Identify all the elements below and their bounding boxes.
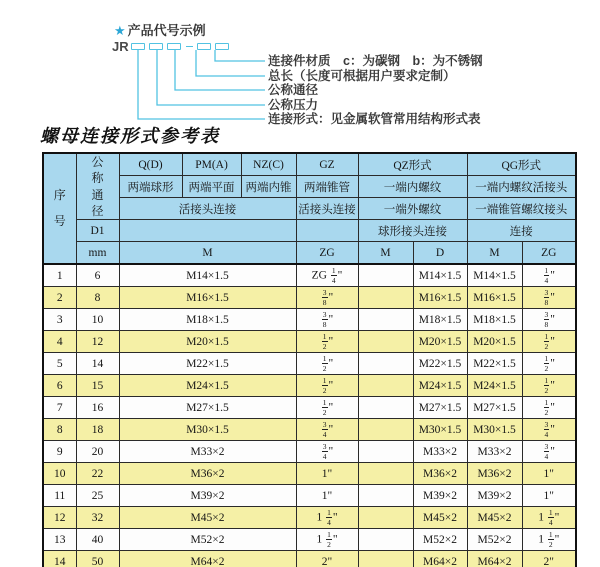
header-m-union: M <box>119 242 296 265</box>
cell-dn: 15 <box>76 375 119 397</box>
header-d-qz: D <box>413 242 467 265</box>
cell-gz: 1" <box>296 463 358 485</box>
cell-seq: 11 <box>43 485 76 507</box>
cell-qg_m: M24×1.5 <box>467 375 522 397</box>
cell-dn: 14 <box>76 353 119 375</box>
table-row <box>43 507 576 529</box>
cell-gz: $\frac{3}{8}$ " <box>296 309 358 331</box>
code-box-3 <box>167 43 181 50</box>
cell-qz_m <box>358 529 413 551</box>
cell-m: M22×1.5 <box>119 353 296 375</box>
cell-qg_m: M14×1.5 <box>467 264 522 287</box>
cell-gz: 1 $\frac{1}{4}$ " <box>296 507 358 529</box>
code-box-1 <box>131 43 145 50</box>
header-row-1 <box>43 153 576 176</box>
cell-qg_m: M30×1.5 <box>467 419 522 441</box>
cell-qz_d: M24×1.5 <box>413 375 467 397</box>
header-desc-gz: 两端锥管 <box>296 176 358 198</box>
cell-qz_m <box>358 485 413 507</box>
callout-labels <box>268 54 483 127</box>
cell-dn: 16 <box>76 397 119 419</box>
cell-m: M18×1.5 <box>119 309 296 331</box>
cell-gz: 1 $\frac{1}{2}$ " <box>296 529 358 551</box>
table-row <box>43 551 576 567</box>
cell-qg_zg: $\frac{3}{8}$ " <box>522 287 576 309</box>
cell-dn: 6 <box>76 264 119 287</box>
cell-qz_m <box>358 309 413 331</box>
cell-seq: 1 <box>43 264 76 287</box>
cell-qg_m: M20×1.5 <box>467 331 522 353</box>
header-group-qz: QZ形式 <box>358 153 467 176</box>
cell-seq: 5 <box>43 353 76 375</box>
cell-m: M64×2 <box>119 551 296 567</box>
cell-seq: 9 <box>43 441 76 463</box>
cell-qz_d: M20×1.5 <box>413 331 467 353</box>
header-conn-union: 活接头连接 <box>119 198 296 220</box>
cell-qg_zg: $\frac{1}{2}$ " <box>522 397 576 419</box>
cell-gz: $\frac{1}{2}$ " <box>296 331 358 353</box>
cell-qg_m: M64×2 <box>467 551 522 567</box>
cell-qg_zg: $\frac{1}{2}$ " <box>522 353 576 375</box>
cell-qz_m <box>358 441 413 463</box>
cell-dn: 32 <box>76 507 119 529</box>
cell-qg_m: M45×2 <box>467 507 522 529</box>
callout-label-pressure: 公称压力 <box>268 97 319 112</box>
header-ball-joint: 球形接头连接 <box>358 220 467 242</box>
code-box-2 <box>149 43 163 50</box>
cell-m: M30×1.5 <box>119 419 296 441</box>
cell-seq: 4 <box>43 331 76 353</box>
table-header <box>43 153 576 264</box>
star-icon: ★ <box>114 23 126 38</box>
table-row <box>43 529 576 551</box>
cell-m: M24×1.5 <box>119 375 296 397</box>
cell-qz_m <box>358 331 413 353</box>
cell-qz_d: M22×1.5 <box>413 353 467 375</box>
code-box-5 <box>215 43 229 50</box>
table-row <box>43 287 576 309</box>
cell-qg_zg: 2" <box>522 551 576 567</box>
cell-seq: 2 <box>43 287 76 309</box>
table-row <box>43 397 576 419</box>
cell-qg_zg: $\frac{1}{2}$ " <box>522 331 576 353</box>
cell-qg_m: M39×2 <box>467 485 522 507</box>
cell-dn: 20 <box>76 441 119 463</box>
cell-qz_d: M33×2 <box>413 441 467 463</box>
header-desc-pma: 两端平面 <box>182 176 241 198</box>
cell-m: M33×2 <box>119 441 296 463</box>
cell-m: M39×2 <box>119 485 296 507</box>
code-box-4 <box>197 43 211 50</box>
cell-qg_zg: 1 $\frac{1}{2}$ " <box>522 529 576 551</box>
cell-m: M20×1.5 <box>119 331 296 353</box>
cell-dn: 12 <box>76 331 119 353</box>
cell-qz_m <box>358 551 413 567</box>
table-row <box>43 375 576 397</box>
table-row <box>43 353 576 375</box>
cell-m: M45×2 <box>119 507 296 529</box>
cell-m: M14×1.5 <box>119 264 296 287</box>
table-row <box>43 463 576 485</box>
callout-label-diameter: 公称通径 <box>268 83 319 98</box>
cell-gz: 1" <box>296 485 358 507</box>
cell-qz_d: M36×2 <box>413 463 467 485</box>
cell-qg_m: M52×2 <box>467 529 522 551</box>
header-zg-gz: ZG <box>296 242 358 265</box>
header-blank-2 <box>296 220 358 242</box>
cell-dn: 18 <box>76 419 119 441</box>
cell-qg_m: M16×1.5 <box>467 287 522 309</box>
cell-m: M52×2 <box>119 529 296 551</box>
cell-dn: 50 <box>76 551 119 567</box>
header-desc-nzc: 两端内锥 <box>241 176 296 198</box>
cell-qg_m: M36×2 <box>467 463 522 485</box>
nut-connection-table <box>42 152 577 567</box>
header-m-qz: M <box>358 242 413 265</box>
header-desc-qz: 一端内螺纹 <box>358 176 467 198</box>
table-row <box>43 485 576 507</box>
cell-qg_m: M27×1.5 <box>467 397 522 419</box>
header-connect: 连接 <box>467 220 576 242</box>
cell-gz: $\frac{3}{8}$ " <box>296 287 358 309</box>
cell-qz_m <box>358 353 413 375</box>
cell-dn: 25 <box>76 485 119 507</box>
cell-qz_m <box>358 264 413 287</box>
cell-qg_zg: $\frac{1}{4}$ " <box>522 264 576 287</box>
cell-seq: 12 <box>43 507 76 529</box>
cell-seq: 3 <box>43 309 76 331</box>
cell-qg_zg: 1 $\frac{1}{4}$ " <box>522 507 576 529</box>
code-dash <box>186 46 193 48</box>
cell-qg_zg: $\frac{3}{8}$ " <box>522 309 576 331</box>
callout-label-length: 总长（长度可根据用户要求定制） <box>268 68 456 83</box>
page-title: 螺母连接形式参考表 <box>40 126 220 147</box>
cell-m: M16×1.5 <box>119 287 296 309</box>
header-conn-qz: 一端外螺纹 <box>358 198 467 220</box>
diagram-title-text: 产品代号示例 <box>127 23 206 38</box>
cell-qg_m: M33×2 <box>467 441 522 463</box>
table-row <box>43 309 576 331</box>
header-mm: mm <box>76 242 119 265</box>
table-row <box>43 419 576 441</box>
cell-gz: ZG $\frac{1}{4}$ " <box>296 264 358 287</box>
header-d1: D1 <box>76 220 119 242</box>
cell-m: M27×1.5 <box>119 397 296 419</box>
header-group-qd: Q(D) <box>119 153 182 176</box>
cell-dn: 10 <box>76 309 119 331</box>
code-boxes <box>131 43 233 50</box>
cell-qz_m <box>358 287 413 309</box>
cell-gz: $\frac{1}{2}$ " <box>296 353 358 375</box>
header-group-nzc: NZ(C) <box>241 153 296 176</box>
cell-qz_m <box>358 397 413 419</box>
cell-gz: $\frac{3}{4}$ " <box>296 441 358 463</box>
cell-seq: 6 <box>43 375 76 397</box>
cell-qg_zg: 1" <box>522 485 576 507</box>
cell-qz_m <box>358 507 413 529</box>
header-dn: 公 称 通 径 <box>76 153 119 220</box>
callout-label-connection: 连接形式：见金属软管常用结构形式表 <box>268 112 481 127</box>
cell-gz: 2" <box>296 551 358 567</box>
cell-qz_d: M64×2 <box>413 551 467 567</box>
cell-gz: $\frac{1}{2}$ " <box>296 375 358 397</box>
cell-qz_d: M45×2 <box>413 507 467 529</box>
header-blank-1 <box>119 220 296 242</box>
cell-gz: $\frac{1}{2}$ " <box>296 397 358 419</box>
cell-dn: 8 <box>76 287 119 309</box>
header-conn-qg: 一端锥管螺纹接头 <box>467 198 576 220</box>
table-row <box>43 331 576 353</box>
callout-label-material: 连接件材质 c：为碳钢 b：为不锈钢 <box>268 54 483 68</box>
cell-qz_d: M30×1.5 <box>413 419 467 441</box>
header-desc-qg: 一端内螺纹活接头 <box>467 176 576 198</box>
cell-qg_m: M22×1.5 <box>467 353 522 375</box>
cell-qz_m <box>358 419 413 441</box>
cell-dn: 40 <box>76 529 119 551</box>
diagram-title <box>114 20 206 39</box>
header-m-qg: M <box>467 242 522 265</box>
cell-qz_d: M27×1.5 <box>413 397 467 419</box>
header-desc-qd: 两端球形 <box>119 176 182 198</box>
cell-qz_m <box>358 463 413 485</box>
table-body <box>43 264 576 567</box>
header-row-4 <box>43 220 576 242</box>
cell-qz_d: M14×1.5 <box>413 264 467 287</box>
cell-dn: 22 <box>76 463 119 485</box>
header-group-pma: PM(A) <box>182 153 241 176</box>
cell-qg_m: M18×1.5 <box>467 309 522 331</box>
header-conn-gz: 活接头连接 <box>296 198 358 220</box>
header-row-3 <box>43 198 576 220</box>
cell-qg_zg: $\frac{3}{4}$ " <box>522 441 576 463</box>
cell-seq: 8 <box>43 419 76 441</box>
cell-qz_d: M16×1.5 <box>413 287 467 309</box>
cell-seq: 10 <box>43 463 76 485</box>
cell-qz_d: M39×2 <box>413 485 467 507</box>
header-seq: 序 号 <box>43 153 76 264</box>
cell-seq: 7 <box>43 397 76 419</box>
cell-qz_d: M18×1.5 <box>413 309 467 331</box>
header-row-5 <box>43 242 576 265</box>
cell-qz_m <box>358 375 413 397</box>
cell-qg_zg: $\frac{1}{2}$ " <box>522 375 576 397</box>
cell-qg_zg: 1" <box>522 463 576 485</box>
header-row-2 <box>43 176 576 198</box>
table-row <box>43 441 576 463</box>
cell-qz_d: M52×2 <box>413 529 467 551</box>
cell-qg_zg: $\frac{3}{4}$ " <box>522 419 576 441</box>
header-group-qg: QG形式 <box>467 153 576 176</box>
header-group-gz: GZ <box>296 153 358 176</box>
table-row <box>43 264 576 287</box>
cell-seq: 14 <box>43 551 76 567</box>
cell-seq: 13 <box>43 529 76 551</box>
cell-m: M36×2 <box>119 463 296 485</box>
header-zg-qg: ZG <box>522 242 576 265</box>
cell-gz: $\frac{3}{4}$ " <box>296 419 358 441</box>
code-prefix: JR <box>112 39 129 54</box>
